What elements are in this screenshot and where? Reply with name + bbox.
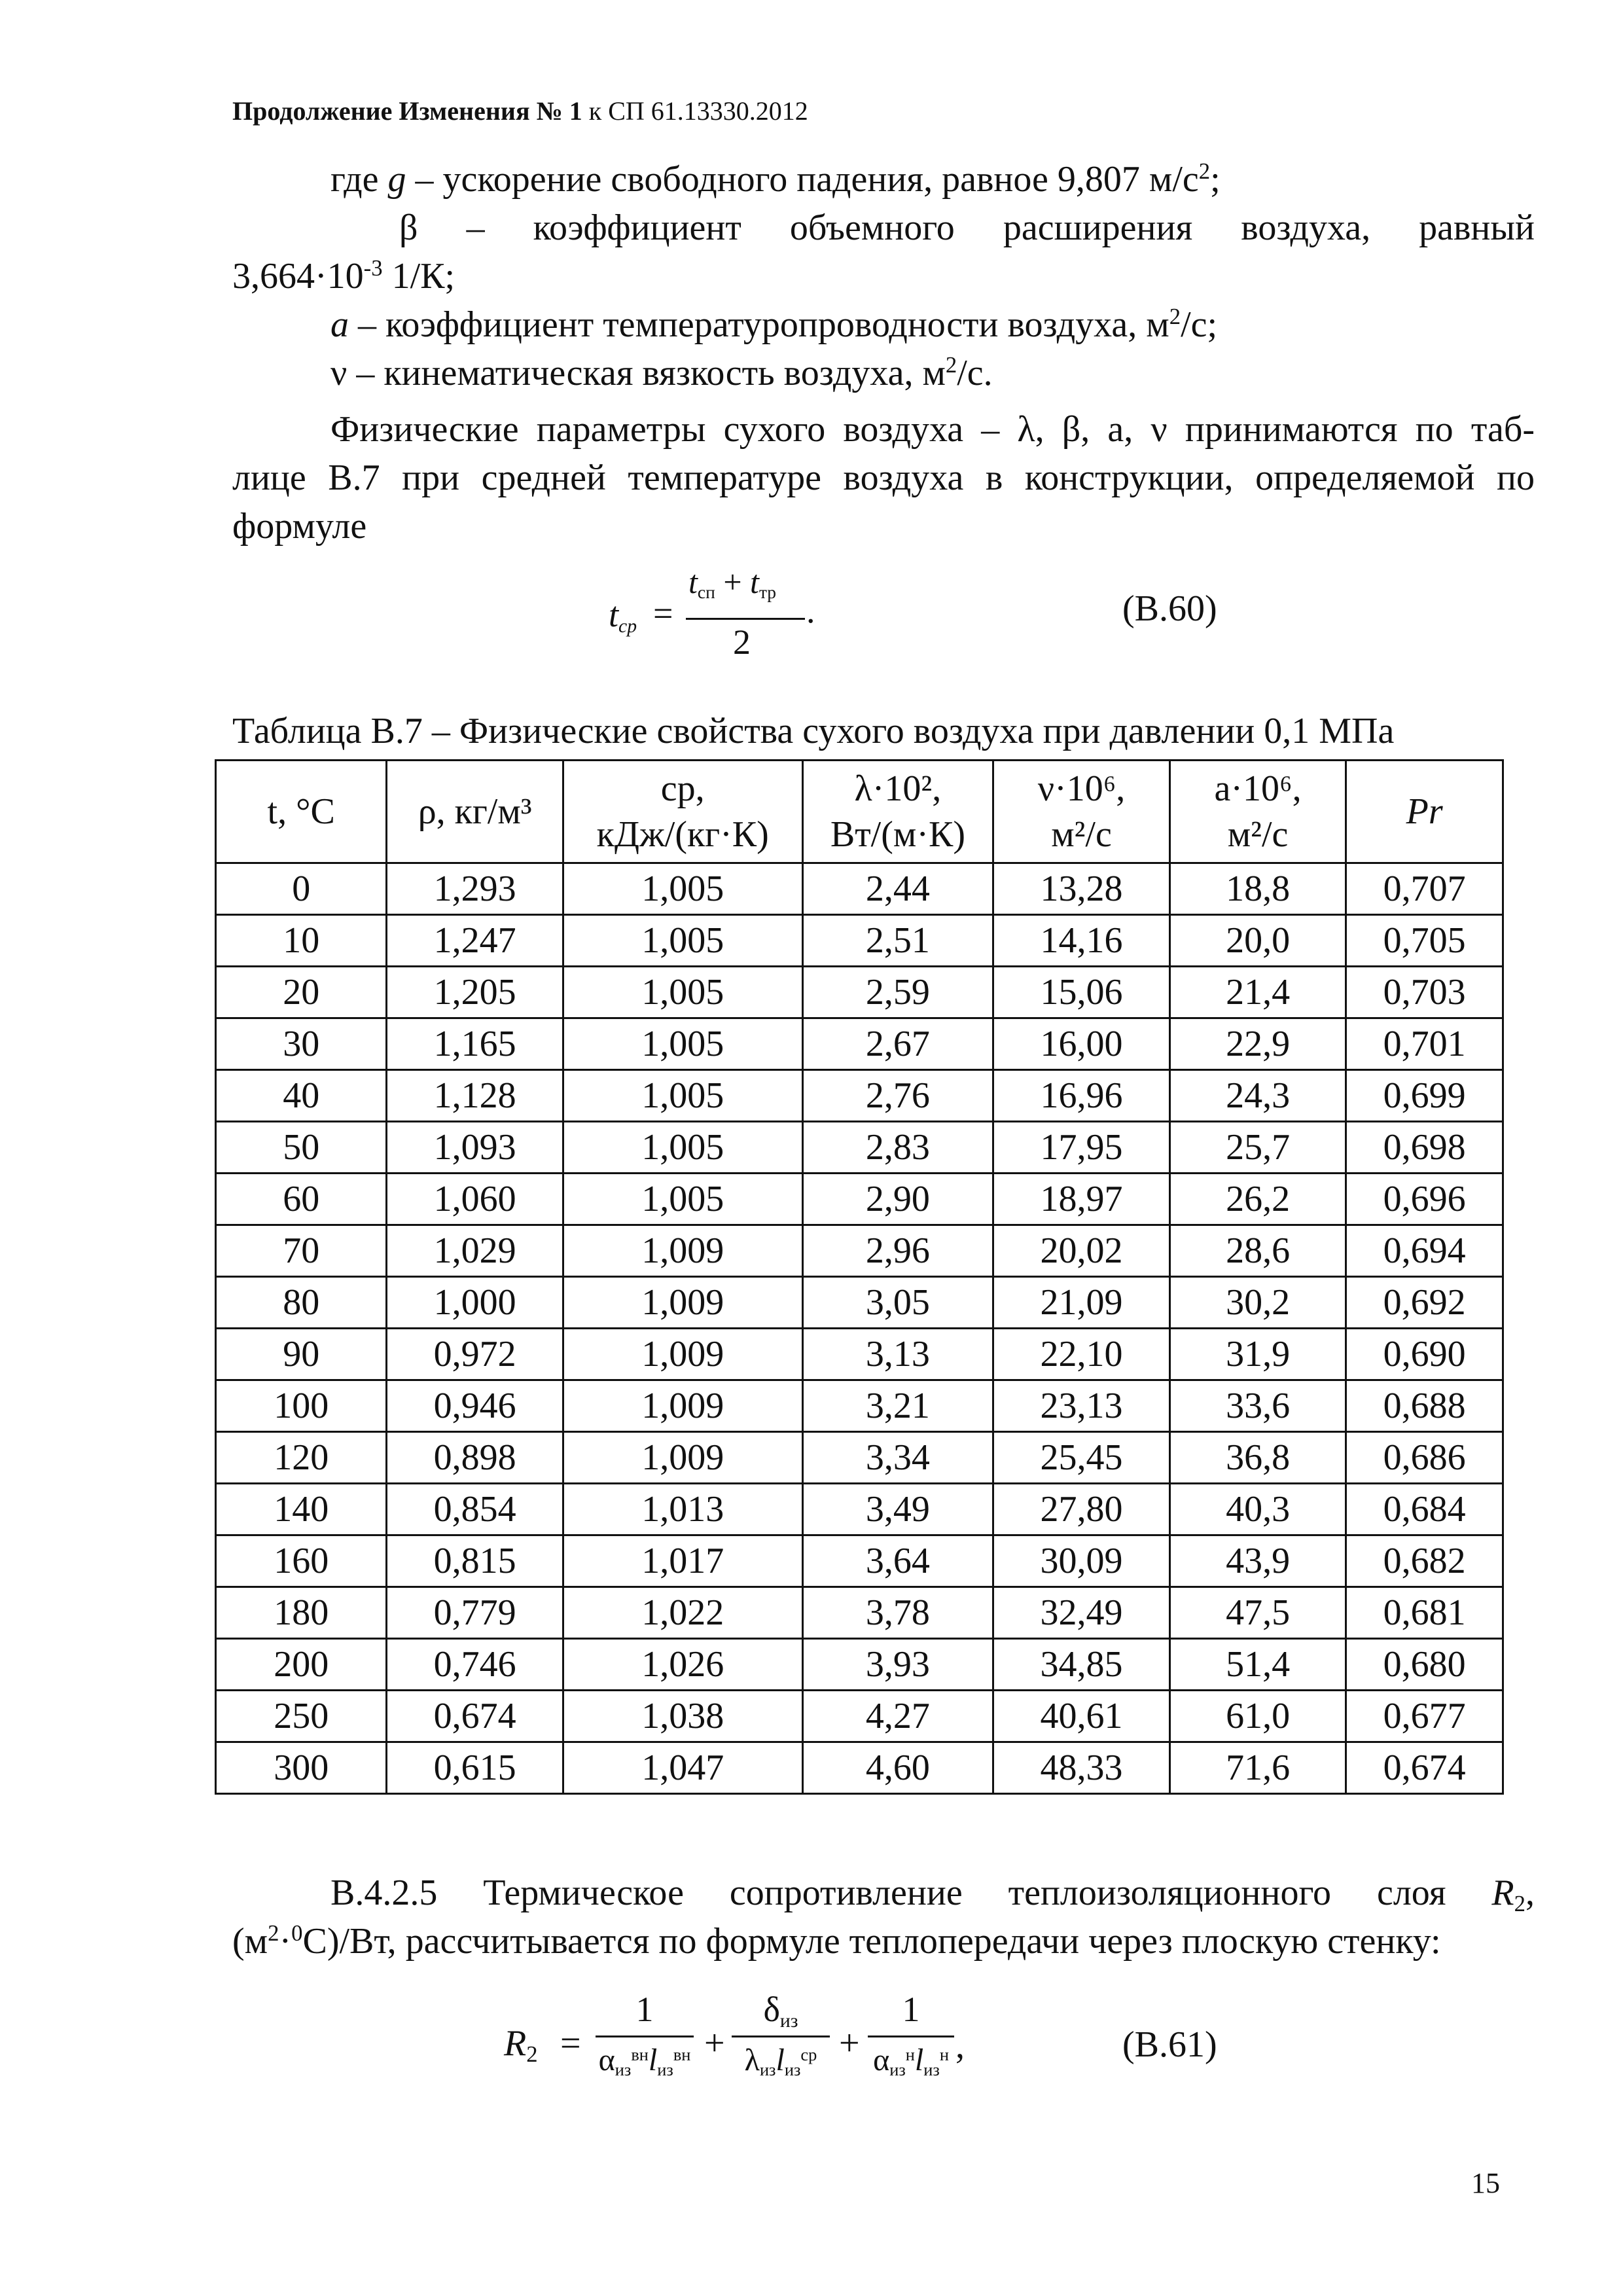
table-cell: 0,779 <box>387 1587 563 1639</box>
table-cell: 50 <box>216 1122 387 1174</box>
table-cell: 0,674 <box>1346 1742 1503 1794</box>
table-cell: 25,7 <box>1169 1122 1346 1174</box>
table-cell: 20,0 <box>1169 915 1346 967</box>
table-row <box>216 1587 1503 1639</box>
table-cell: 3,49 <box>802 1484 993 1535</box>
table-row <box>216 1691 1503 1742</box>
table-cell: 30 <box>216 1018 387 1070</box>
table-cell: 40,61 <box>993 1691 1170 1742</box>
formula-b61-lhs: $R_2$ <box>504 2023 538 2068</box>
table-cell: 0,946 <box>387 1380 563 1432</box>
table-cell: 1,017 <box>563 1535 802 1587</box>
table-cell: 4,27 <box>802 1691 993 1742</box>
table-row <box>216 1122 1503 1174</box>
table-cell: 100 <box>216 1380 387 1432</box>
table-row <box>216 1742 1503 1794</box>
table-row <box>216 1535 1503 1587</box>
table-cell: 4,60 <box>802 1742 993 1794</box>
table-cell: 0,746 <box>387 1639 563 1691</box>
table-row <box>216 1018 1503 1070</box>
formula-b61: $R_2$ = 1 $\alpha_{из}^{вн}l_{из}^{вн}$ + $\delta_{из}$ $\lambda_{из}l_{из}^{ср}$ + 1 $\alpha_{из}^нl_{из}^н$ , <box>504 1983 962 2094</box>
table-cell: 0,692 <box>1346 1277 1503 1329</box>
table-header-row <box>216 761 1503 863</box>
fraction-bar <box>686 618 805 620</box>
header-bold: Продолжение Изменения № 1 <box>232 96 582 126</box>
table-cell: 0,688 <box>1346 1380 1503 1432</box>
table-row <box>216 1174 1503 1225</box>
table-cell: 0,707 <box>1346 863 1503 915</box>
table-cell: 2,76 <box>802 1070 993 1122</box>
equation-number-b60: (В.60) <box>1122 588 1217 629</box>
def-beta-line1: β – коэффициент объемного расширения воздуха, равный <box>399 207 1535 248</box>
table-cell: 300 <box>216 1742 387 1794</box>
table-cell: 28,6 <box>1169 1225 1346 1277</box>
air-properties-table <box>215 759 1504 1795</box>
table-cell: 30,2 <box>1169 1277 1346 1329</box>
table-row <box>216 1639 1503 1691</box>
table-row <box>216 1225 1503 1277</box>
table-row <box>216 1329 1503 1380</box>
table-cell: 1,005 <box>563 915 802 967</box>
table-cell: 2,90 <box>802 1174 993 1225</box>
table-cell: 23,13 <box>993 1380 1170 1432</box>
table-cell: 1,047 <box>563 1742 802 1794</box>
table-cell: 22,10 <box>993 1329 1170 1380</box>
table-cell: 1,165 <box>387 1018 563 1070</box>
table-cell: 1,093 <box>387 1122 563 1174</box>
table-cell: 16,96 <box>993 1070 1170 1122</box>
table-cell: 0,677 <box>1346 1691 1503 1742</box>
table-cell: 160 <box>216 1535 387 1587</box>
table-cell: 0,972 <box>387 1329 563 1380</box>
table-cell: 18,97 <box>993 1174 1170 1225</box>
table-cell: 32,49 <box>993 1587 1170 1639</box>
def-nu: ν – кинематическая вязкость воздуха, $м^2/с$. <box>330 351 993 393</box>
formula-b61-term2: $\delta_{из}$ $\lambda_{из}l_{из}^{ср}$ <box>732 1983 830 2087</box>
table-cell: 3,21 <box>802 1380 993 1432</box>
table-cell: 33,6 <box>1169 1380 1346 1432</box>
header-t: t, °C <box>216 761 387 863</box>
formula-b60-denominator: 2 <box>733 622 751 662</box>
table-cell: 21,09 <box>993 1277 1170 1329</box>
table-cell: 43,9 <box>1169 1535 1346 1587</box>
table-cell: 17,95 <box>993 1122 1170 1174</box>
table-cell: 10 <box>216 915 387 967</box>
table-cell: 20 <box>216 967 387 1018</box>
table-row <box>216 863 1503 915</box>
table-cell: 0,898 <box>387 1432 563 1484</box>
header-rho: ρ, кг/м³ <box>387 761 563 863</box>
table-row <box>216 1277 1503 1329</box>
table-cell: 48,33 <box>993 1742 1170 1794</box>
table-cell: 0,699 <box>1346 1070 1503 1122</box>
table-cell: 40 <box>216 1070 387 1122</box>
table-cell: 120 <box>216 1432 387 1484</box>
table-cell: 30,09 <box>993 1535 1170 1587</box>
table-cell: 36,8 <box>1169 1432 1346 1484</box>
table-cell: 1,009 <box>563 1380 802 1432</box>
formula-b60: $t_{ср}$ = $t_{сп} + t_{тр}$ 2 . <box>609 564 815 662</box>
page-header <box>232 96 808 126</box>
table-cell: 180 <box>216 1587 387 1639</box>
table-cell: 1,013 <box>563 1484 802 1535</box>
table-cell: 14,16 <box>993 915 1170 967</box>
table-cell: 80 <box>216 1277 387 1329</box>
table-cell: 1,005 <box>563 967 802 1018</box>
table-cell: 3,13 <box>802 1329 993 1380</box>
table-cell: 250 <box>216 1691 387 1742</box>
table-cell: 1,005 <box>563 1122 802 1174</box>
table-cell: 1,022 <box>563 1587 802 1639</box>
table-cell: 0,703 <box>1346 967 1503 1018</box>
table-row <box>216 1070 1503 1122</box>
table-cell: 0,684 <box>1346 1484 1503 1535</box>
table-cell: 47,5 <box>1169 1587 1346 1639</box>
def-beta-line2: $3,664\cdot 10^{-3}$ 1/К; <box>232 255 455 296</box>
table-cell: 20,02 <box>993 1225 1170 1277</box>
table-cell: 1,205 <box>387 967 563 1018</box>
table-cell: 2,83 <box>802 1122 993 1174</box>
table-cell: 0 <box>216 863 387 915</box>
table-cell: 1,009 <box>563 1432 802 1484</box>
formula-b60-lhs: $t_{ср}$ <box>609 595 637 637</box>
table-cell: 0,690 <box>1346 1329 1503 1380</box>
table-cell: 1,009 <box>563 1329 802 1380</box>
table-cell: 1,009 <box>563 1277 802 1329</box>
table-cell: 0,815 <box>387 1535 563 1587</box>
table-cell: 40,3 <box>1169 1484 1346 1535</box>
table-cell: 0,705 <box>1346 915 1503 967</box>
header-pr: Pr <box>1346 761 1503 863</box>
table-cell: 0,682 <box>1346 1535 1503 1587</box>
table-cell: 1,005 <box>563 1174 802 1225</box>
para2-line1: В.4.2.5 Термическое сопротивление теплоизоляционного слоя $R_2$, <box>330 1873 1535 1917</box>
table-cell: 16,00 <box>993 1018 1170 1070</box>
table-row <box>216 1380 1503 1432</box>
table-cell: 13,28 <box>993 863 1170 915</box>
table-cell: 200 <box>216 1639 387 1691</box>
table-row <box>216 915 1503 967</box>
table-cell: 22,9 <box>1169 1018 1346 1070</box>
table-row <box>216 1484 1503 1535</box>
table-cell: 15,06 <box>993 967 1170 1018</box>
table-cell: 3,78 <box>802 1587 993 1639</box>
table-cell: 0,680 <box>1346 1639 1503 1691</box>
table-cell: 2,44 <box>802 863 993 915</box>
formula-b61-term1: 1 $\alpha_{из}^{вн}l_{из}^{вн}$ <box>596 1983 694 2087</box>
para1-line3: формуле <box>232 506 367 547</box>
table-cell: 2,51 <box>802 915 993 967</box>
table-cell: 140 <box>216 1484 387 1535</box>
page-number: 15 <box>1471 2167 1500 2199</box>
table-cell: 1,026 <box>563 1639 802 1691</box>
header-nu: ν·10⁶, м²/с <box>993 761 1170 863</box>
table-cell: 24,3 <box>1169 1070 1346 1122</box>
table-row <box>216 1432 1503 1484</box>
formula-b60-numerator: $t_{сп} + t_{тр}$ <box>688 564 777 603</box>
table-cell: 0,701 <box>1346 1018 1503 1070</box>
table-cell: 51,4 <box>1169 1639 1346 1691</box>
table-cell: 60 <box>216 1174 387 1225</box>
table-cell: 18,8 <box>1169 863 1346 915</box>
table-cell: 1,293 <box>387 863 563 915</box>
table-cell: 34,85 <box>993 1639 1170 1691</box>
table-cell: 2,96 <box>802 1225 993 1277</box>
table-cell: 1,005 <box>563 1070 802 1122</box>
table-cell: 26,2 <box>1169 1174 1346 1225</box>
table-cell: 2,59 <box>802 967 993 1018</box>
para1-line1: Физические параметры сухого воздуха – λ, β, a, ν принимаются по таб- <box>330 409 1535 450</box>
table-cell: 0,686 <box>1346 1432 1503 1484</box>
table-cell: 1,005 <box>563 1018 802 1070</box>
header-a: a·10⁶, м²/с <box>1169 761 1346 863</box>
table-cell: 3,34 <box>802 1432 993 1484</box>
table-cell: 90 <box>216 1329 387 1380</box>
table-cell: 3,64 <box>802 1535 993 1587</box>
table-cell: 27,80 <box>993 1484 1170 1535</box>
def-a: a – коэффициент температуропроводности воздуха, $м^2/с$; <box>330 303 1218 345</box>
header-plain: к СП 61.13330.2012 <box>582 96 808 126</box>
table-cell: 61,0 <box>1169 1691 1346 1742</box>
table-cell: 0,681 <box>1346 1587 1503 1639</box>
table-cell: 0,694 <box>1346 1225 1503 1277</box>
equation-number-b61: (В.61) <box>1122 2024 1217 2065</box>
table-cell: 0,854 <box>387 1484 563 1535</box>
table-cell: 0,698 <box>1346 1122 1503 1174</box>
table-cell: 2,67 <box>802 1018 993 1070</box>
table-cell: 1,029 <box>387 1225 563 1277</box>
table-caption: Таблица В.7 – Физические свойства сухого воздуха при давлении 0,1 МПа <box>232 711 1395 751</box>
table-cell: 3,93 <box>802 1639 993 1691</box>
table-cell: 31,9 <box>1169 1329 1346 1380</box>
table-cell: 1,038 <box>563 1691 802 1742</box>
table-cell: 70 <box>216 1225 387 1277</box>
table-cell: 25,45 <box>993 1432 1170 1484</box>
table-cell: 21,4 <box>1169 967 1346 1018</box>
table-cell: 1,005 <box>563 863 802 915</box>
table-cell: 0,674 <box>387 1691 563 1742</box>
header-lambda: λ·10², Вт/(м·К) <box>802 761 993 863</box>
para1-line2: лице В.7 при средней температуре воздуха в конструкции, определяемой по <box>232 457 1535 498</box>
table-cell: 1,128 <box>387 1070 563 1122</box>
table-cell: 3,05 <box>802 1277 993 1329</box>
header-cp: cp, кДж/(кг·К) <box>563 761 802 863</box>
table-row <box>216 967 1503 1018</box>
table-cell: 0,615 <box>387 1742 563 1794</box>
table-cell: 1,009 <box>563 1225 802 1277</box>
table-cell: 1,060 <box>387 1174 563 1225</box>
table-cell: 71,6 <box>1169 1742 1346 1794</box>
formula-b61-term3: 1 $\alpha_{из}^нl_{из}^н$ <box>868 1983 954 2087</box>
para2-line2: $(м^2\cdot^0С)/Вт$, рассчитывается по формуле теплопередачи через плоскую стенку: <box>232 1920 1441 1962</box>
def-g: где g – ускорение свободного падения, равное 9,807 $м/с^2$; <box>330 158 1221 200</box>
table-cell: 1,247 <box>387 915 563 967</box>
table-cell: 1,000 <box>387 1277 563 1329</box>
table-cell: 0,696 <box>1346 1174 1503 1225</box>
